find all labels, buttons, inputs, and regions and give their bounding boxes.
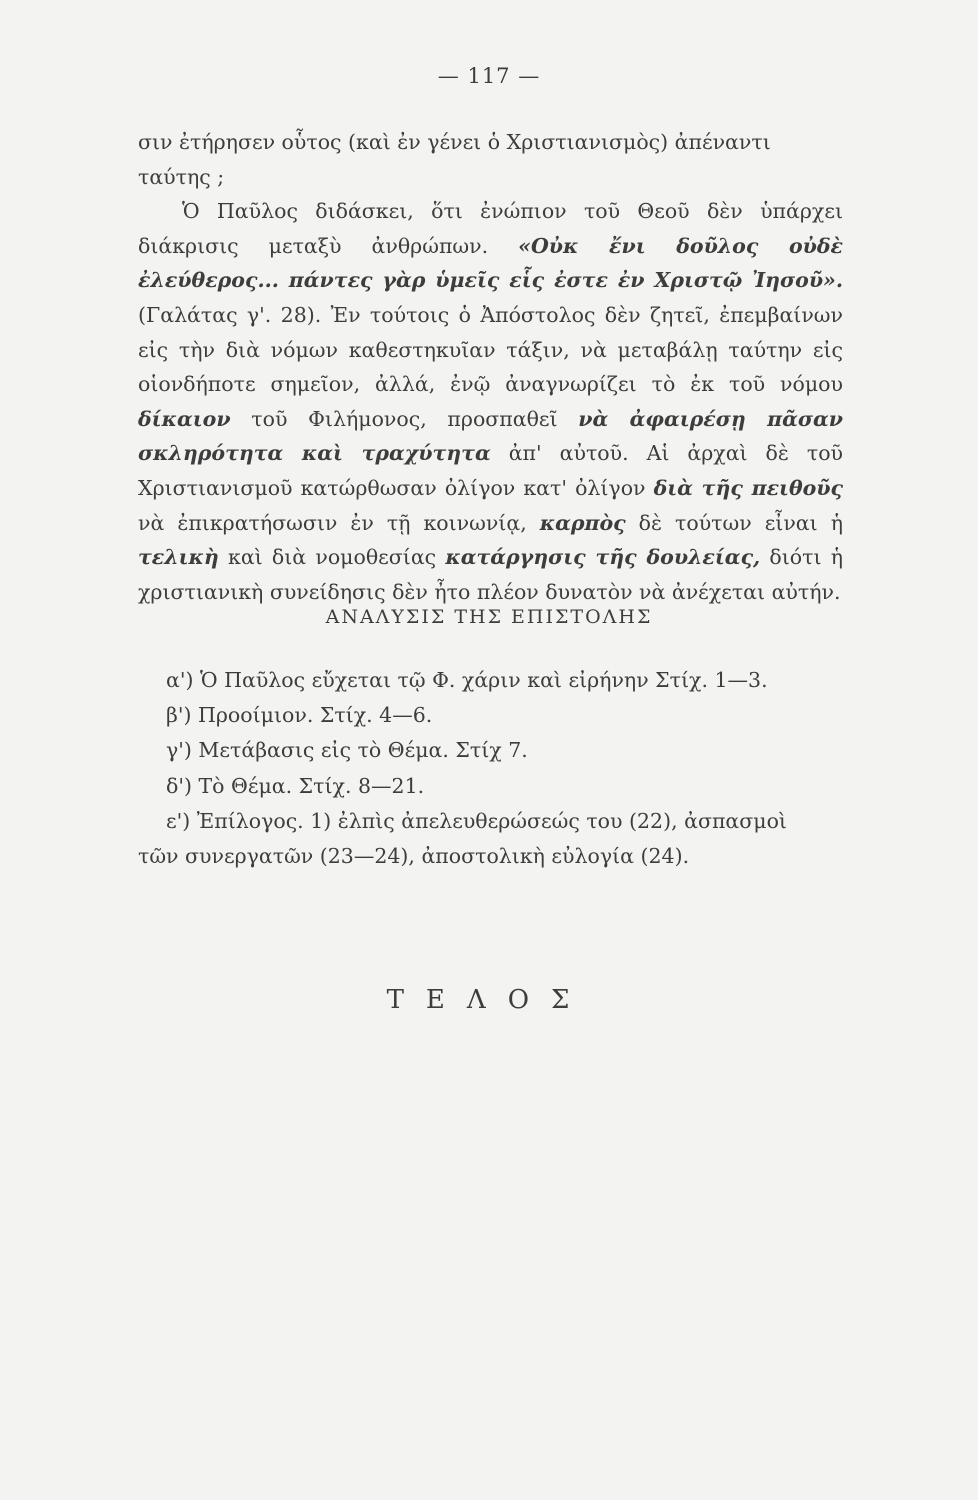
outline-item: β') Προοίμιον. Στίχ. 4—6. — [166, 703, 433, 728]
text-run: διότι ἡ χριστιανικὴ συνείδησις δὲν ἦτο πλέον δυνατὸν νὰ ἀνέχεται αὐτήν. — [138, 545, 843, 604]
emphasis-remove-harshness: νὰ ἀφαιρέσῃ πᾶσαν σκληρότητα καὶ τραχύτητα — [138, 406, 843, 466]
page-number: — 117 — — [437, 64, 541, 88]
emphasis-dikaion: δίκαιον — [138, 406, 231, 431]
paragraph-1-line-1: σιν ἐτήρησεν οὗτος (καὶ ἐν γένει ὁ Χριστιανισμὸς) ἀπέναντι — [138, 130, 771, 154]
outline-item: γ') Μετάβασις εἰς τὸ Θέμα. Στίχ 7. — [166, 738, 528, 763]
emphasis-abolition-of-slavery: κατάργησις τῆς δουλείας, — [445, 545, 761, 570]
body-text — [138, 125, 843, 609]
end-mark: ΤΕΛΟΣ — [386, 985, 592, 1015]
text-run: ἀπ' αὐτοῦ. Αἱ ἀρχαὶ δὲ τοῦ Χριστιανισμοῦ κατώρθωσαν ὀλίγον κατ' ὀλίγον — [138, 441, 844, 500]
paragraph-1-line-2: ταύτης ; — [138, 164, 225, 189]
text-run: καὶ διὰ νομοθεσίας — [218, 545, 446, 570]
emphasis-fruit: καρπὸς — [539, 510, 626, 535]
text-run: (Γαλάτας γ'. 28). Ἐν τούτοις ὁ Ἀπόστολος δὲν ζητεῖ, ἐπεμβαίνων εἰς τὴν διὰ νόμων καθεστηκυῖαν τάξιν, νὰ μεταβάλῃ ταύτην εἰς οἱονδήποτε σημεῖον, ἀλλά, ἐνῷ ἀναγνωρίζει τὸ ἐκ τοῦ νόμου — [138, 302, 843, 397]
paragraph-main — [138, 194, 843, 609]
outline-list — [138, 663, 843, 874]
text-run: τοῦ Φιλήμονος, προσπαθεῖ — [230, 406, 579, 431]
emphasis-by-persuasion: διὰ τῆς πειθοῦς — [653, 475, 844, 500]
outline-item-continuation: τῶν συνεργατῶν (23—24), ἀποστολικὴ εὐλογία (24). — [138, 844, 690, 869]
text-run: Ὁ Παῦλος διδάσκει, ὅτι ἐνώπιον τοῦ Θεοῦ δὲν ὑπάρχει διάκρισις μεταξὺ ἀνθρώπων. — [138, 199, 843, 258]
text-run: νὰ ἐπικρατήσωσιν ἐν τῇ κοινωνίᾳ, — [138, 510, 540, 535]
emphasis-final: τελικὴ — [138, 545, 219, 570]
outline-item: ε') Ἐπίλογος. 1) ἐλπὶς ἀπελευθερώσεώς του (22), ἀσπασμοὶ — [166, 808, 787, 833]
paragraph-continuation — [138, 125, 843, 194]
emphasis-quote-galatians: «Οὐκ ἔνι δοῦλος οὐδὲ ἐλεύθερος... πάντες γὰρ ὑμεῖς εἷς ἐστε ἐν Χριστῷ Ἰησοῦ». — [138, 233, 843, 293]
outline-item: δ') Τὸ Θέμα. Στίχ. 8—21. — [166, 773, 425, 798]
outline-item: α') Ὁ Παῦλος εὔχεται τῷ Φ. χάριν καὶ εἰρήνην Στίχ. 1—3. — [166, 668, 768, 692]
section-heading: ΑΝΑΛΥΣΙΣ ΤΗΣ ΕΠΙΣΤΟΛΗΣ — [325, 606, 653, 628]
text-run: δὲ τούτων εἶναι ἡ — [625, 510, 843, 535]
